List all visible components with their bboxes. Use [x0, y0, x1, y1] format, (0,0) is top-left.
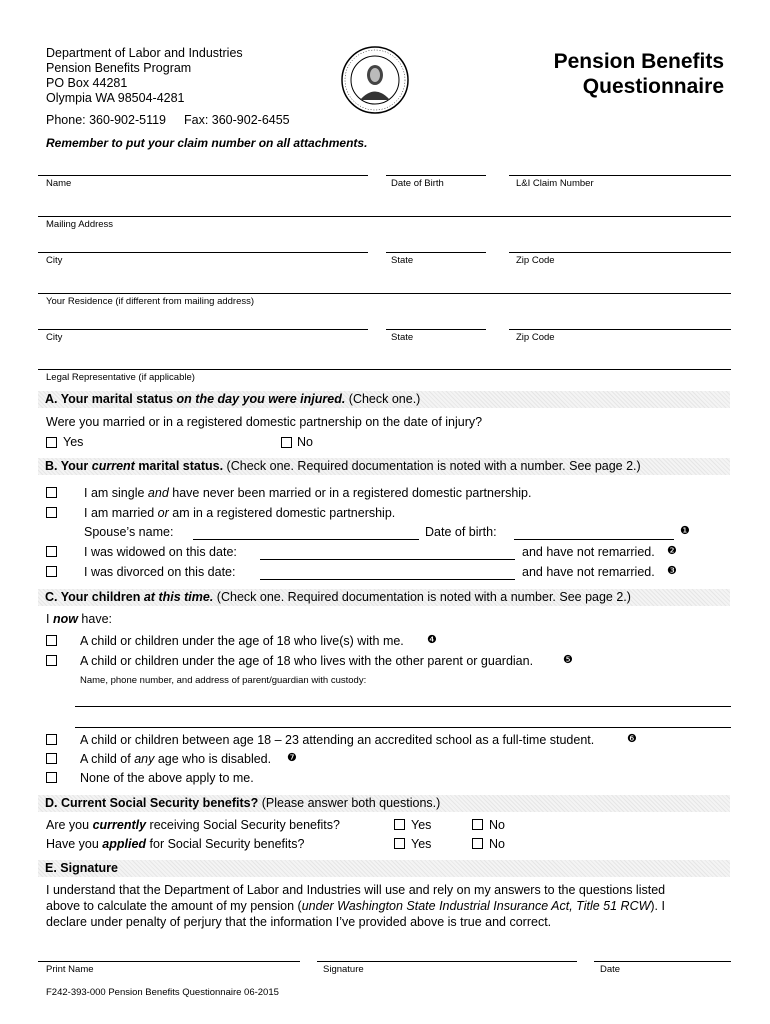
child-with-me-label: A child or children under the age of 18 who live(s) with me.	[80, 634, 404, 648]
disabled-child-label	[80, 752, 271, 767]
legal-rep-line[interactable]	[38, 369, 731, 370]
form-title	[554, 49, 724, 99]
q-text-2: for Social Security benefits?	[146, 837, 305, 851]
guardian-note: Name, phone number, and address of parent/guardian with custody:	[80, 675, 367, 686]
divorced-label: I was divorced on this date:	[84, 565, 236, 579]
widowed-label: I was widowed on this date:	[84, 545, 237, 559]
city-line-2[interactable]	[38, 329, 368, 330]
doc-number-3: ❸	[667, 565, 677, 577]
po-box: PO Box 44281	[46, 76, 128, 90]
declaration-line-1: I understand that the Department of Labor and Industries will use and rely on my answers to the questions listed	[46, 883, 666, 897]
dob-label: Date of Birth	[391, 178, 444, 189]
zip-label: Zip Code	[516, 255, 555, 266]
declaration-line-3: declare under penalty of perjury that the information I’ve provided above is true and correct.	[46, 915, 552, 929]
phone: Phone: 360-902-5119	[46, 113, 167, 127]
ss-receiving-no-checkbox[interactable]	[472, 819, 483, 830]
section-c-heading	[38, 589, 730, 606]
none-apply-label: None of the above apply to me.	[80, 771, 254, 785]
mailing-line[interactable]	[38, 216, 731, 217]
disabled-child-checkbox[interactable]	[46, 753, 57, 764]
name-line[interactable]	[38, 175, 368, 176]
section-e-heading	[38, 860, 730, 877]
signature-label: Signature	[323, 964, 364, 975]
fax: Fax: 360-902-6455	[184, 113, 290, 127]
decl-emphasis: under Washington State Industrial Insurance Act, Title 51 RCW	[301, 899, 651, 913]
guardian-line-1[interactable]	[75, 706, 731, 707]
city-line: Olympia WA 98504-4281	[46, 91, 185, 105]
widowed-date-line[interactable]	[260, 559, 515, 560]
state-line-1[interactable]	[386, 252, 486, 253]
section-a-question: Were you married or in a registered domestic partnership on the date of injury?	[46, 415, 483, 429]
state-label: State	[391, 255, 414, 266]
have-text: have:	[77, 612, 113, 626]
option-emphasis: or	[157, 506, 169, 520]
form-id: F242-393-000 Pension Benefits Questionnaire 06-2015	[46, 987, 279, 998]
name-label: Name	[46, 178, 72, 189]
yes-label: Yes	[411, 818, 432, 832]
spouse-name-label: Spouse’s name:	[84, 525, 174, 539]
child-with-me-checkbox[interactable]	[46, 635, 57, 646]
title-line-2: Questionnaire	[582, 75, 724, 98]
claim-line[interactable]	[509, 175, 731, 176]
agency-address	[46, 46, 243, 106]
city-label-2: City	[46, 332, 63, 343]
no-label: No	[489, 837, 505, 851]
section-a-heading	[38, 391, 730, 408]
q-text: Have you	[46, 837, 103, 851]
option-text: I am single	[84, 486, 148, 500]
spouse-name-line[interactable]	[193, 539, 419, 540]
q-text: Are you	[46, 818, 93, 832]
heading-emphasis: current	[91, 459, 135, 473]
residence-label: Your Residence (if different from mailing address)	[46, 296, 255, 307]
i-now-have	[46, 612, 112, 627]
option-text-2: age who is disabled.	[154, 752, 272, 766]
state-label-2: State	[391, 332, 414, 343]
widowed-tail: and have not remarried.	[522, 545, 655, 559]
ss-receiving-yes-checkbox[interactable]	[394, 819, 405, 830]
injury-married-no-checkbox[interactable]	[281, 437, 292, 448]
dept-name: Department of Labor and Industries	[46, 46, 243, 60]
yes-label: Yes	[411, 837, 432, 851]
state-seal-icon	[340, 45, 410, 115]
heading-note: (Check one. Required documentation is noted with a number. See page 2.)	[213, 590, 631, 604]
heading-text: B. Your	[45, 459, 92, 473]
date-label: Date	[600, 964, 621, 975]
doc-number-7: ❼	[287, 752, 297, 764]
heading-emphasis: at this time.	[143, 590, 214, 604]
guardian-line-2[interactable]	[75, 727, 731, 728]
reminder-note: Remember to put your claim number on all attachments.	[46, 136, 368, 150]
q-emphasis: currently	[92, 818, 147, 832]
city-label: City	[46, 255, 63, 266]
doc-number-4: ❹	[427, 634, 437, 646]
doc-number-2: ❷	[667, 545, 677, 557]
state-line-2[interactable]	[386, 329, 486, 330]
heading-note: (Please answer both questions.)	[258, 796, 441, 810]
claim-label: L&I Claim Number	[516, 178, 594, 189]
divorced-date-line[interactable]	[260, 579, 515, 580]
student-checkbox[interactable]	[46, 734, 57, 745]
heading-text: D. Current Social Security benefits?	[45, 796, 259, 810]
no-label: No	[489, 818, 505, 832]
doc-number-6: ❻	[627, 733, 637, 745]
option-emphasis: any	[134, 752, 155, 766]
q-text-2: receiving Social Security benefits?	[146, 818, 340, 832]
mailing-label: Mailing Address	[46, 219, 114, 230]
q-emphasis: applied	[102, 837, 147, 851]
yes-label: Yes	[63, 435, 84, 449]
spouse-dob-label: Date of birth:	[425, 525, 497, 539]
date-line[interactable]	[594, 961, 731, 962]
heading-text: E. Signature	[45, 861, 118, 875]
married-checkbox[interactable]	[46, 507, 57, 518]
dob-line[interactable]	[386, 175, 486, 176]
option-text-2: have never been married or in a registered domestic partnership.	[168, 486, 532, 500]
section-d-heading	[38, 795, 730, 812]
i-text: I	[46, 612, 53, 626]
section-b-heading	[38, 458, 730, 475]
now-emphasis: now	[52, 612, 78, 626]
single-option	[84, 486, 531, 501]
heading-emphasis: on the day you were injured.	[176, 392, 346, 406]
widowed-checkbox[interactable]	[46, 546, 57, 557]
doc-number-1: ❶	[680, 525, 690, 537]
residence-line[interactable]	[38, 293, 731, 294]
option-text-2: am in a registered domestic partnership.	[168, 506, 396, 520]
print-name-line[interactable]	[38, 961, 300, 962]
option-text: A child of	[80, 752, 135, 766]
heading-text: A. Your marital status	[45, 392, 177, 406]
no-label: No	[297, 435, 313, 449]
zip-line-2[interactable]	[509, 329, 731, 330]
declaration-line-2	[46, 899, 665, 914]
print-name-label: Print Name	[46, 964, 94, 975]
married-option	[84, 506, 395, 521]
single-checkbox[interactable]	[46, 487, 57, 498]
zip-line-1[interactable]	[509, 252, 731, 253]
heading-text: C. Your children	[45, 590, 144, 604]
injury-married-yes-checkbox[interactable]	[46, 437, 57, 448]
option-emphasis: and	[147, 486, 169, 500]
legal-rep-label: Legal Representative (if applicable)	[46, 372, 195, 383]
divorced-checkbox[interactable]	[46, 566, 57, 577]
program-name: Pension Benefits Program	[46, 61, 192, 75]
divorced-tail: and have not remarried.	[522, 565, 655, 579]
child-with-guardian-label: A child or children under the age of 18 who lives with the other parent or guardian.	[80, 654, 534, 668]
child-with-guardian-checkbox[interactable]	[46, 655, 57, 666]
ss-applied-question	[46, 837, 304, 852]
zip-label-2: Zip Code	[516, 332, 555, 343]
decl-text: above to calculate the amount of my pension (	[46, 899, 302, 913]
heading-note: (Check one. Required documentation is noted with a number. See page 2.)	[223, 459, 641, 473]
title-line-1: Pension Benefits	[553, 50, 724, 73]
city-line-1[interactable]	[38, 252, 368, 253]
spouse-dob-line[interactable]	[514, 539, 674, 540]
ss-applied-no-checkbox[interactable]	[472, 838, 483, 849]
signature-line[interactable]	[317, 961, 577, 962]
heading-text-2: marital status.	[134, 459, 224, 473]
option-text: I am married	[84, 506, 158, 520]
heading-note: (Check one.)	[345, 392, 421, 406]
doc-number-5: ❺	[563, 654, 573, 666]
ss-applied-yes-checkbox[interactable]	[394, 838, 405, 849]
student-label: A child or children between age 18 – 23 attending an accredited school as a full-time student.	[80, 733, 595, 747]
ss-receiving-question	[46, 818, 340, 833]
none-apply-checkbox[interactable]	[46, 772, 57, 783]
decl-text-2: ). I	[650, 899, 665, 913]
